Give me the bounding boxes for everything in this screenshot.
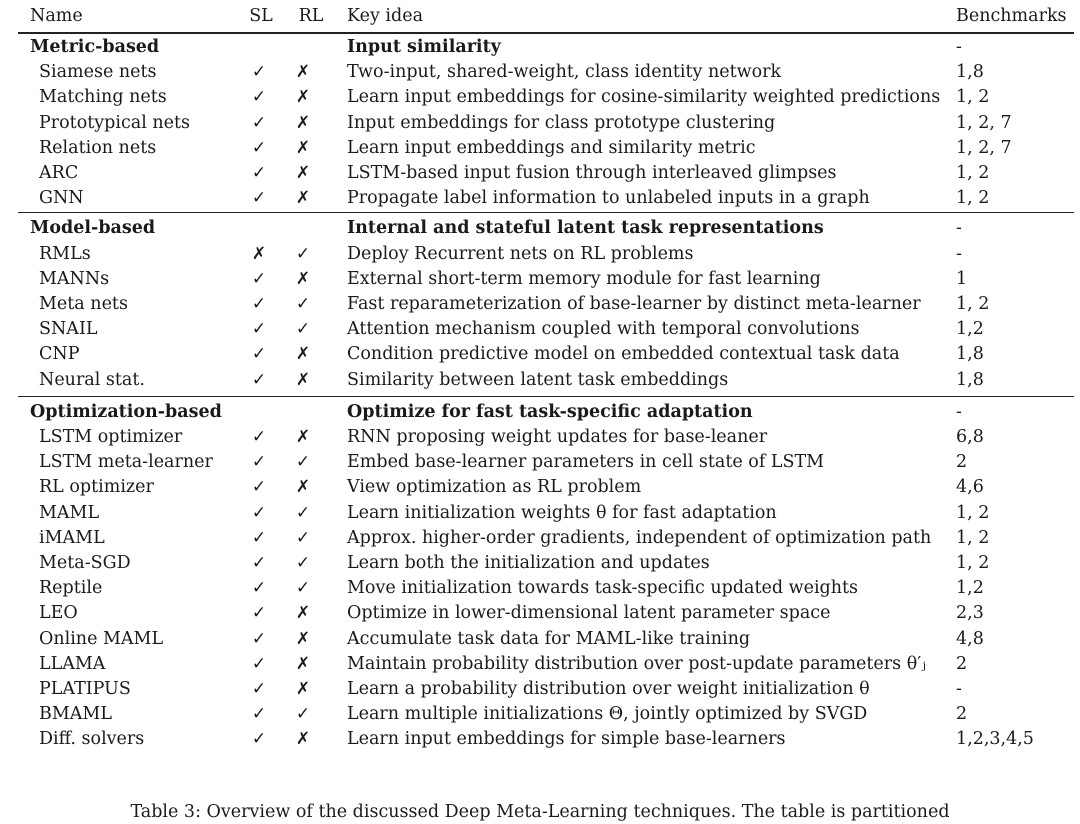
table-row	[0, 60, 1080, 85]
key-idea-text: Attention mechanism coupled with temporal convolutions	[347, 319, 860, 340]
key-idea-text: Optimize in lower-dimensional latent parameter space	[347, 603, 831, 624]
section-key-idea: Input similarity	[347, 37, 501, 57]
benchmarks-text: 1,8	[956, 344, 984, 365]
section-key-idea: Internal and stateful latent task representations	[347, 218, 824, 239]
sl-mark: ✓	[251, 369, 267, 390]
rl-mark: ✓	[295, 452, 311, 473]
sl-mark: ✓	[251, 427, 267, 447]
sl-mark: ✓	[251, 578, 267, 599]
benchmarks-text: 2,3	[956, 603, 984, 624]
technique-name: Meta-SGD	[39, 553, 131, 573]
benchmarks-text: -	[956, 679, 962, 699]
table-row	[0, 576, 1080, 601]
rl-mark: ✓	[295, 243, 311, 264]
sl-mark: ✓	[251, 527, 267, 548]
section-benchmarks: -	[956, 401, 962, 422]
technique-name: Siamese nets	[39, 62, 157, 83]
sl-mark: ✓	[251, 628, 267, 649]
rl-mark: ✓	[295, 294, 311, 314]
benchmarks-text: 4,6	[956, 477, 984, 498]
table-row	[0, 702, 1080, 727]
key-idea-text: Learn initialization weights θ for fast adaptation	[347, 502, 777, 523]
key-idea-text: Condition predictive model on embedded contextual task data	[347, 344, 900, 365]
table-row	[0, 475, 1080, 500]
technique-name: RMLs	[39, 243, 91, 264]
technique-name: CNP	[39, 344, 80, 365]
rl-mark: ✗	[295, 112, 311, 133]
benchmarks-text: 1,2	[956, 578, 984, 599]
table-row	[0, 551, 1080, 576]
technique-name: LSTM meta-learner	[39, 452, 213, 473]
table-row	[0, 342, 1080, 367]
benchmarks-text: 1, 2	[956, 553, 990, 573]
rl-mark: ✓	[295, 704, 311, 725]
section-title: Optimization-based	[30, 401, 222, 422]
benchmarks-text: 2	[956, 653, 968, 674]
sl-mark: ✓	[251, 653, 267, 674]
benchmarks-text: 6,8	[956, 427, 984, 447]
key-idea-text: Learn input embeddings and similarity metric	[347, 137, 756, 158]
technique-name: Relation nets	[39, 137, 157, 158]
rl-mark: ✗	[295, 603, 311, 624]
table-row	[0, 652, 1080, 677]
technique-name: SNAIL	[39, 319, 98, 340]
col-header-sl: SL	[249, 6, 273, 26]
rl-mark: ✗	[295, 62, 311, 83]
rl-mark: ✓	[295, 527, 311, 548]
technique-name: Matching nets	[39, 87, 167, 108]
key-idea-text: Move initialization towards task-specific updated weights	[347, 578, 859, 599]
technique-name: iMAML	[39, 527, 105, 548]
key-idea-text: Learn a probability distribution over weight initialization θ	[347, 679, 870, 699]
sl-mark: ✓	[251, 679, 267, 699]
table-row	[0, 526, 1080, 551]
section-rule	[18, 212, 1074, 213]
technique-name: BMAML	[39, 704, 112, 725]
rl-mark: ✗	[295, 653, 311, 674]
benchmarks-text: 1, 2	[956, 527, 990, 548]
section-header-row	[0, 400, 1080, 425]
table-row	[0, 292, 1080, 317]
key-idea-text: Two-input, shared-weight, class identity network	[347, 62, 782, 83]
sl-mark: ✓	[251, 319, 267, 340]
table-row	[0, 627, 1080, 652]
benchmarks-text: 1,8	[956, 369, 984, 390]
col-header-key-idea: Key idea	[347, 6, 423, 26]
sl-mark: ✓	[251, 704, 267, 725]
technique-name: Reptile	[39, 578, 103, 599]
key-idea-text: Learn multiple initializations Θ, jointly optimized by SVGD	[347, 704, 868, 725]
technique-name: PLATIPUS	[39, 679, 131, 699]
rl-mark: ✓	[295, 319, 311, 340]
section-title: Model-based	[30, 218, 156, 239]
benchmarks-text: 1, 2	[956, 87, 990, 108]
technique-name: Online MAML	[39, 628, 164, 649]
section-key-idea: Optimize for fast task-specific adaptation	[347, 401, 753, 422]
benchmarks-text: 1,2	[956, 319, 984, 340]
sl-mark: ✓	[251, 452, 267, 473]
rl-mark: ✓	[295, 578, 311, 599]
sl-mark: ✓	[251, 268, 267, 289]
section-header-row	[0, 35, 1080, 60]
key-idea-text: Deploy Recurrent nets on RL problems	[347, 243, 694, 264]
table-row	[0, 677, 1080, 702]
header-rule	[18, 32, 1074, 34]
table-caption: Table 3: Overview of the discussed Deep Meta-Learning techniques. The table is partitioned	[130, 802, 950, 822]
key-idea-text: Approx. higher-order gradients, independent of optimization path	[347, 527, 932, 548]
sl-mark: ✓	[251, 502, 267, 523]
technique-name: LLAMA	[39, 653, 106, 674]
sl-mark: ✓	[251, 87, 267, 108]
benchmarks-text: 1, 2	[956, 294, 990, 314]
table-row	[0, 136, 1080, 161]
key-idea-text: Embed base-learner parameters in cell state of LSTM	[347, 452, 825, 473]
rl-mark: ✗	[295, 344, 311, 365]
key-idea-text: Learn input embeddings for simple base-learners	[347, 729, 786, 750]
key-idea-text: Accumulate task data for MAML-like training	[347, 628, 751, 649]
rl-mark: ✓	[295, 502, 311, 523]
table-row	[0, 186, 1080, 211]
sl-mark: ✓	[251, 603, 267, 624]
benchmarks-text: 1, 2	[956, 502, 990, 523]
col-header-name: Name	[30, 6, 83, 26]
table-row	[0, 425, 1080, 450]
table-row	[0, 161, 1080, 186]
section-rule	[18, 396, 1074, 397]
benchmarks-text: 2	[956, 704, 968, 725]
section-benchmarks: -	[956, 218, 962, 239]
col-header-rl: RL	[298, 6, 324, 26]
rl-mark: ✗	[295, 679, 311, 699]
key-idea-text: Propagate label information to unlabeled inputs in a graph	[347, 188, 870, 209]
col-header-benchmarks: Benchmarks	[956, 6, 1067, 26]
table-row	[0, 450, 1080, 475]
rl-mark: ✗	[295, 137, 311, 158]
technique-name: ARC	[39, 163, 79, 183]
rl-mark: ✗	[295, 188, 311, 209]
benchmarks-text: 1, 2	[956, 163, 990, 183]
table-row	[0, 317, 1080, 342]
technique-name: LEO	[39, 603, 78, 624]
technique-name: LSTM optimizer	[39, 427, 183, 447]
sl-mark: ✓	[251, 137, 267, 158]
technique-name: Neural stat.	[39, 369, 145, 390]
table-row	[0, 111, 1080, 136]
technique-name: Prototypical nets	[39, 112, 190, 133]
sl-mark: ✓	[251, 294, 267, 314]
table-row	[0, 727, 1080, 752]
section-header-row	[0, 216, 1080, 241]
key-idea-text: External short-term memory module for fast learning	[347, 268, 821, 289]
key-idea-text: Input embeddings for class prototype clustering	[347, 112, 776, 133]
sl-mark: ✓	[251, 553, 267, 573]
key-idea-text: Learn input embeddings for cosine-similarity weighted predictions	[347, 87, 941, 108]
table-header	[0, 4, 1080, 29]
key-idea-text: RNN proposing weight updates for base-leaner	[347, 427, 768, 447]
key-idea-text: Learn both the initialization and updates	[347, 553, 710, 573]
rl-mark: ✗	[295, 268, 311, 289]
sl-mark: ✓	[251, 188, 267, 209]
rl-mark: ✗	[295, 163, 311, 183]
rl-mark: ✓	[295, 553, 311, 573]
rl-mark: ✗	[295, 369, 311, 390]
benchmarks-text: 4,8	[956, 628, 984, 649]
technique-name: MAML	[39, 502, 100, 523]
key-idea-text: Maintain probability distribution over post-update parameters θ′ⱼ	[347, 653, 926, 674]
sl-mark: ✓	[251, 344, 267, 365]
benchmarks-text: 1, 2	[956, 188, 990, 209]
technique-name: GNN	[39, 188, 84, 209]
rl-mark: ✗	[295, 729, 311, 750]
benchmarks-text: 1	[956, 268, 968, 289]
sl-mark: ✓	[251, 62, 267, 83]
rl-mark: ✗	[295, 427, 311, 447]
rl-mark: ✗	[295, 628, 311, 649]
key-idea-text: Similarity between latent task embeddings	[347, 369, 729, 390]
table-row	[0, 267, 1080, 292]
technique-name: RL optimizer	[39, 477, 154, 498]
benchmarks-text: -	[956, 243, 962, 264]
sl-mark: ✓	[251, 477, 267, 498]
key-idea-text: Fast reparameterization of base-learner by distinct meta-learner	[347, 294, 921, 314]
benchmarks-text: 1, 2, 7	[956, 137, 1012, 158]
table-row	[0, 501, 1080, 526]
table-row	[0, 601, 1080, 626]
table-row	[0, 368, 1080, 393]
technique-name: MANNs	[39, 268, 110, 289]
benchmarks-text: 1,2,3,4,5	[956, 729, 1034, 750]
benchmarks-text: 2	[956, 452, 968, 473]
section-benchmarks: -	[956, 37, 962, 57]
rl-mark: ✗	[295, 477, 311, 498]
key-idea-text: LSTM-based input fusion through interleaved glimpses	[347, 163, 837, 183]
sl-mark: ✓	[251, 729, 267, 750]
technique-name: Meta nets	[39, 294, 128, 314]
technique-name: Diff. solvers	[39, 729, 145, 750]
benchmarks-text: 1,8	[956, 62, 984, 83]
table-row	[0, 242, 1080, 267]
sl-mark: ✓	[251, 163, 267, 183]
section-title: Metric-based	[30, 37, 160, 57]
benchmarks-text: 1, 2, 7	[956, 112, 1012, 133]
key-idea-text: View optimization as RL problem	[347, 477, 642, 498]
sl-mark: ✗	[251, 243, 267, 264]
sl-mark: ✓	[251, 112, 267, 133]
rl-mark: ✗	[295, 87, 311, 108]
table-row	[0, 85, 1080, 110]
